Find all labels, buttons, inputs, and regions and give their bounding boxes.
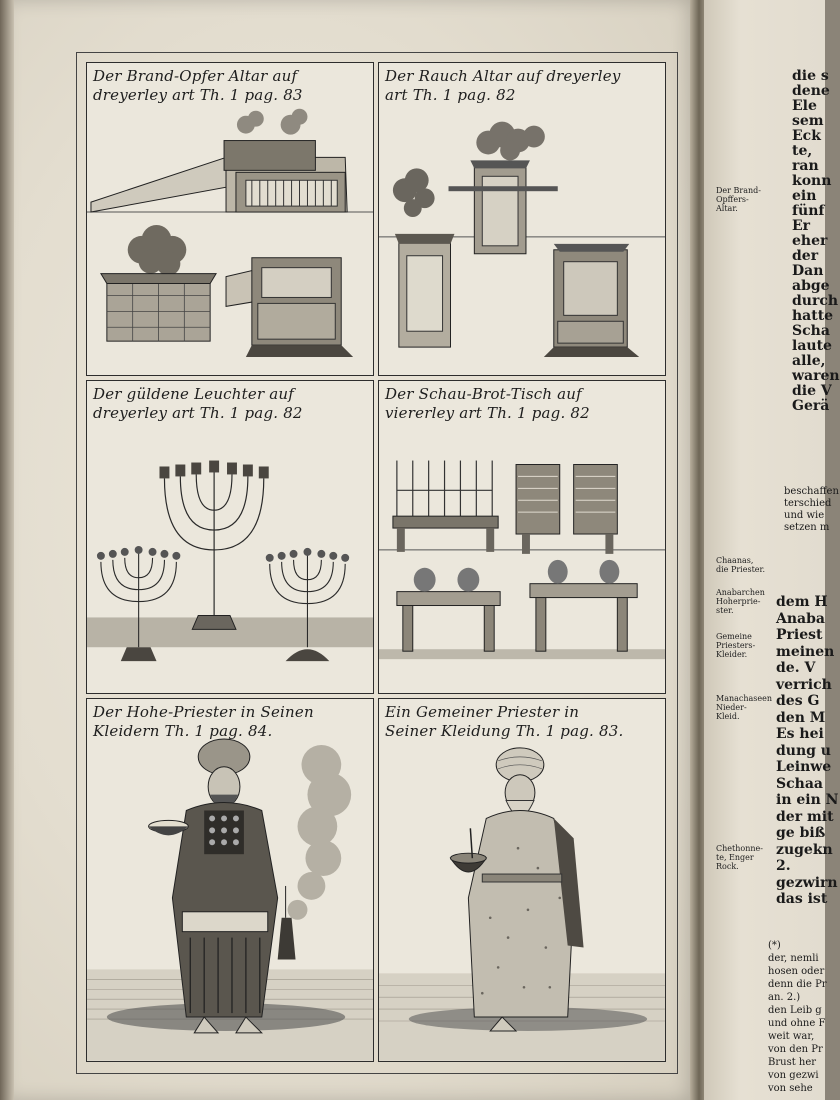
body-text-line: dung u <box>776 742 831 759</box>
body-text-line: durch <box>792 293 839 309</box>
common-priest-illustration <box>379 699 665 1061</box>
high-priest-illustration <box>87 699 373 1061</box>
margin-note: Altar. <box>716 204 738 213</box>
body-text-line: und wie <box>784 510 825 521</box>
body-text-line: meinen <box>776 643 835 660</box>
caption-line: Der güldene Leuchter auf <box>93 385 295 403</box>
footnote-line: und ohne F <box>768 1018 826 1029</box>
footnote-line: denn die Pr <box>768 979 827 990</box>
footnote-line: von gezwi <box>768 1070 819 1081</box>
showbread-table-illustration <box>379 381 665 693</box>
panel-incense-altar <box>378 62 666 376</box>
margin-note: Rock. <box>716 862 739 871</box>
panel-caption <box>385 385 659 423</box>
panel-caption <box>93 385 367 423</box>
footnote-line: der, nemli <box>768 953 819 964</box>
body-text-line: verrich <box>776 676 832 693</box>
caption-line: art Th. 1 pag. 82 <box>385 86 516 104</box>
body-text-line: Ele <box>792 98 817 114</box>
footnote-line: hosen oder <box>768 966 825 977</box>
body-text-line: sem <box>792 113 824 129</box>
body-text-line: der mit <box>776 808 834 825</box>
margin-note: Gemeine <box>716 632 752 641</box>
margin-note: Kleider. <box>716 650 748 659</box>
body-text-line: laute <box>792 338 832 354</box>
body-text-line: beschaffen <box>784 486 839 497</box>
body-text-line: Er <box>792 218 811 234</box>
caption-line: Ein Gemeiner Priester in <box>385 703 580 721</box>
caption-line: Kleidern Th. 1 pag. 84. <box>93 722 273 740</box>
panel-showbread-table <box>378 380 666 694</box>
body-text-line: zugekn <box>776 841 833 858</box>
footnote-line: den Leib g <box>768 1005 822 1016</box>
body-text-line: hatte <box>792 308 834 324</box>
body-text-line: setzen m <box>784 522 830 533</box>
body-text-line: waren <box>792 368 840 384</box>
margin-note: Chethonne- <box>716 844 763 853</box>
incense-altar-illustration <box>379 63 665 375</box>
margin-note: Kleid. <box>716 712 740 721</box>
margin-note: Hoherprie- <box>716 597 761 606</box>
footnote-line: von den Pr <box>768 1044 823 1055</box>
golden-lampstand-illustration <box>87 381 373 693</box>
body-text-line: Es hei <box>776 726 824 742</box>
body-text-line: konn <box>792 173 832 189</box>
body-text-line: gezwirn <box>776 874 838 891</box>
body-text-line: de. V <box>776 660 816 676</box>
body-text-line: der <box>792 248 819 264</box>
caption-line: Der Rauch Altar auf dreyerley <box>385 67 621 85</box>
caption-line: Seiner Kleidung Th. 1 pag. 83. <box>385 722 624 740</box>
footnote-line: von sehe <box>768 1083 813 1094</box>
body-text-line: abge <box>792 278 830 294</box>
body-text-line: Dan <box>792 263 824 279</box>
body-text-line: Priest <box>776 627 823 643</box>
body-text-line: den M <box>776 709 826 726</box>
footnote-line: an. 2.) <box>768 992 801 1003</box>
body-text-line: Eck <box>792 128 821 144</box>
body-text-line: te, <box>792 143 813 159</box>
caption-line: Der Schau-Brot-Tisch auf <box>385 385 582 403</box>
footnote-line: Brust her <box>768 1057 817 1068</box>
body-text-line: 2. <box>776 858 791 874</box>
right-page <box>704 0 840 1100</box>
footnote-line: (*) <box>768 940 781 951</box>
body-text-line: dem H <box>776 594 828 610</box>
margin-note: ster. <box>716 606 734 615</box>
margin-note: Opffers- <box>716 195 749 204</box>
body-text-line: ran <box>792 158 819 174</box>
margin-note: Der Brand- <box>716 186 761 195</box>
caption-line: dreyerley art Th. 1 pag. 82 <box>93 404 303 422</box>
panel-caption <box>93 67 367 105</box>
burnt-offering-altar-illustration <box>87 63 373 375</box>
panel-burnt-offering-altar <box>86 62 374 376</box>
engraving-plate <box>84 60 668 1064</box>
body-text-line: Gerä <box>792 398 830 414</box>
body-text-line: ge biß <box>776 825 826 841</box>
caption-line: Der Hohe-Priester in Seinen <box>93 703 314 721</box>
footnote-line: weit war, <box>768 1031 815 1042</box>
body-text-line: das ist <box>776 891 828 907</box>
body-text-line: in ein N <box>776 792 839 808</box>
body-text-line: dene <box>792 83 830 99</box>
margin-note: Nieder- <box>716 703 747 712</box>
margin-note: Priesters- <box>716 641 756 650</box>
panel-caption <box>385 703 659 741</box>
body-text-line: eher <box>792 233 828 249</box>
body-text-line: Schaa <box>776 775 823 792</box>
panel-common-priest <box>378 698 666 1062</box>
margin-note: Manachaseen <box>716 694 773 703</box>
body-text-line: Leinwe <box>776 759 832 775</box>
body-text-line: die s <box>792 68 829 84</box>
body-text-line: Anaba <box>776 610 825 627</box>
margin-note: Chaanas, <box>716 556 754 565</box>
panel-golden-lampstand <box>86 380 374 694</box>
body-text-line: terschied <box>784 498 832 509</box>
caption-line: dreyerley art Th. 1 pag. 83 <box>93 86 303 104</box>
panel-caption <box>93 703 367 741</box>
caption-line: Der Brand-Opfer Altar auf <box>93 67 298 85</box>
caption-line: viererley art Th. 1 pag. 82 <box>385 404 590 422</box>
body-text-line: die V <box>792 383 832 399</box>
margin-note: die Priester. <box>716 565 765 574</box>
margin-note: te, Enger <box>716 853 754 862</box>
panel-high-priest <box>86 698 374 1062</box>
body-text-line: Scha <box>792 323 830 339</box>
body-text-line: ein <box>792 188 817 204</box>
body-text-line: alle, <box>792 353 826 369</box>
body-text-line: fünf <box>792 203 825 219</box>
panel-caption <box>385 67 659 105</box>
margin-note: Anabarchen <box>716 588 765 597</box>
body-text-line: des G <box>776 693 820 709</box>
